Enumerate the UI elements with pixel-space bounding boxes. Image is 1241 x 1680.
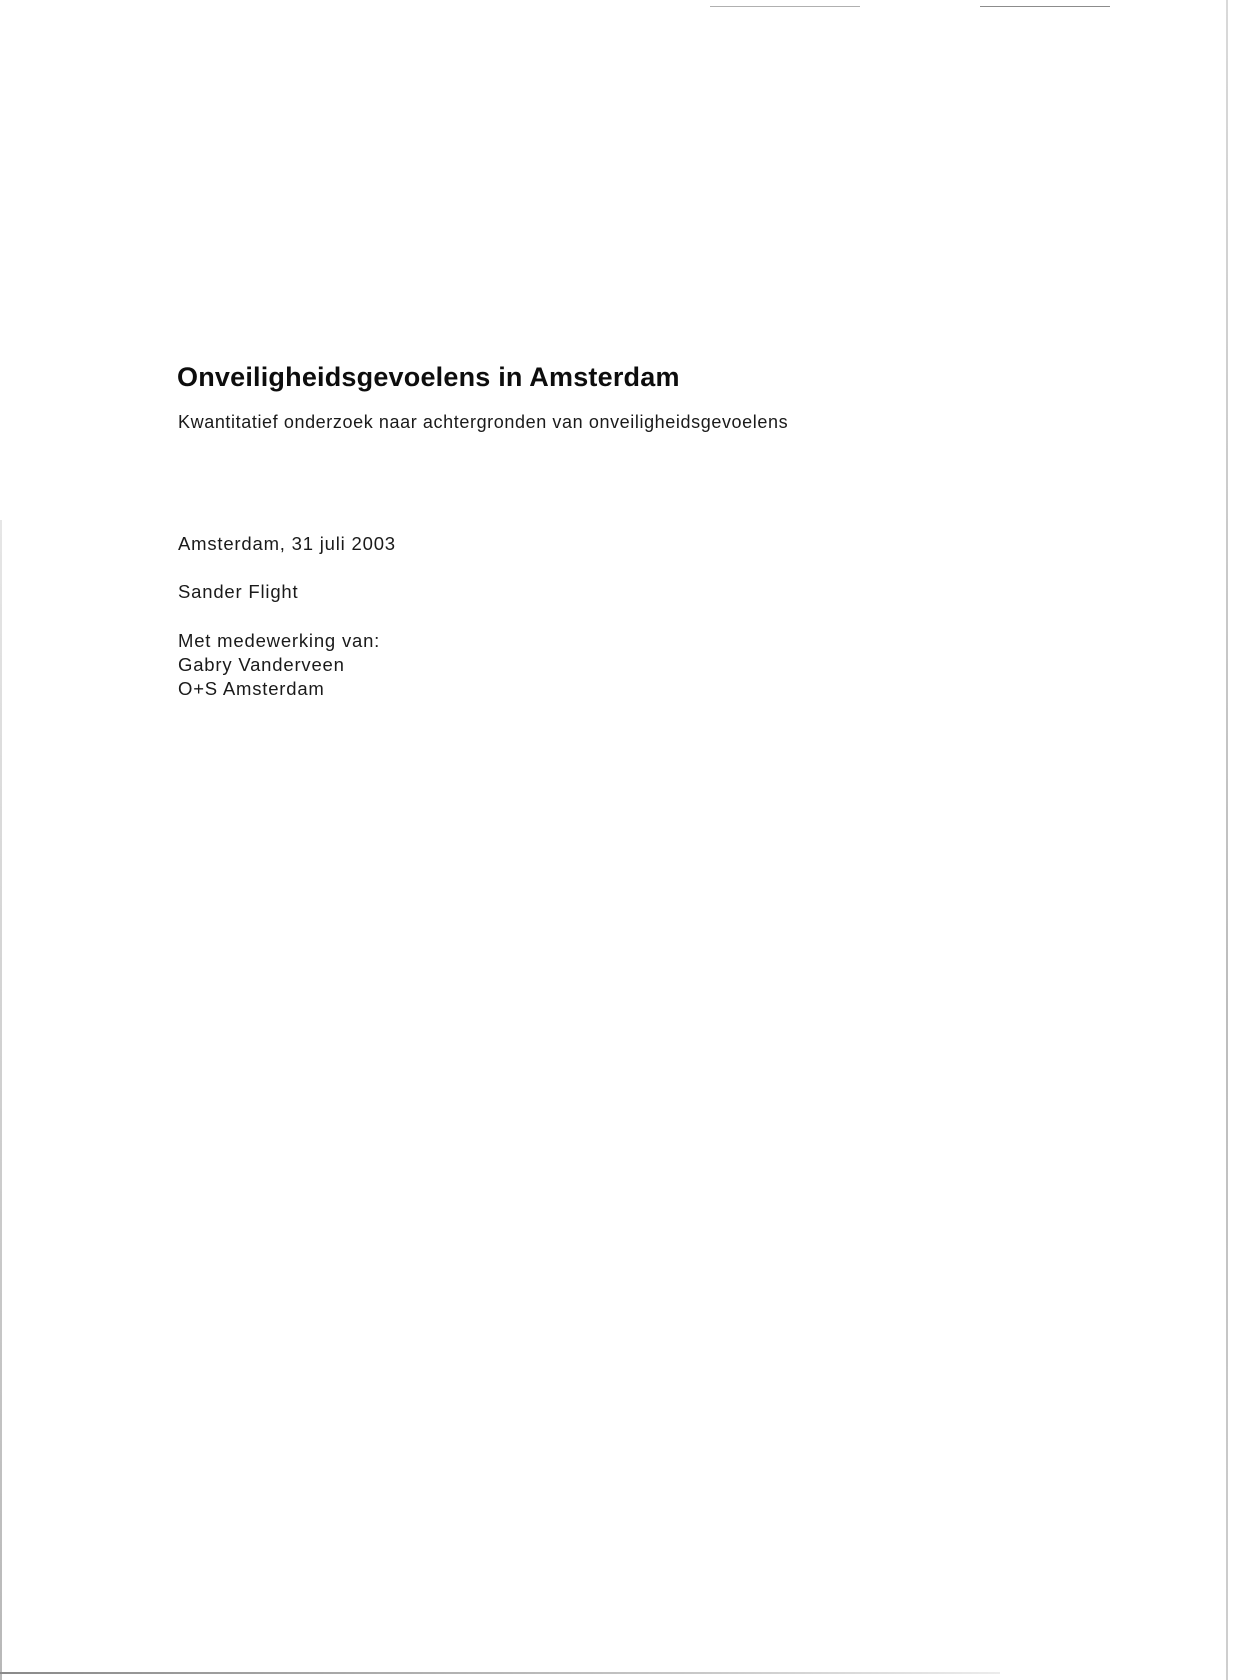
author-name: Sander Flight: [178, 581, 299, 602]
contributors-label: Met medewerking van:: [178, 630, 381, 651]
contributor-name: Gabry Vanderveen: [178, 654, 345, 675]
contributor-organization: O+S Amsterdam: [178, 678, 325, 699]
scan-edge-left: [0, 520, 2, 1680]
place-date: Amsterdam, 31 juli 2003: [178, 533, 396, 554]
scan-edge-right: [1226, 0, 1228, 1680]
scan-edge-top: [980, 6, 1110, 7]
document-title: Onveiligheidsgevoelens in Amsterdam: [177, 362, 680, 392]
scan-edge-bottom: [0, 1672, 1000, 1674]
document-subtitle: Kwantitatief onderzoek naar achtergronden van onveiligheidsgevoelens: [178, 412, 789, 432]
scan-edge-top: [710, 6, 860, 7]
